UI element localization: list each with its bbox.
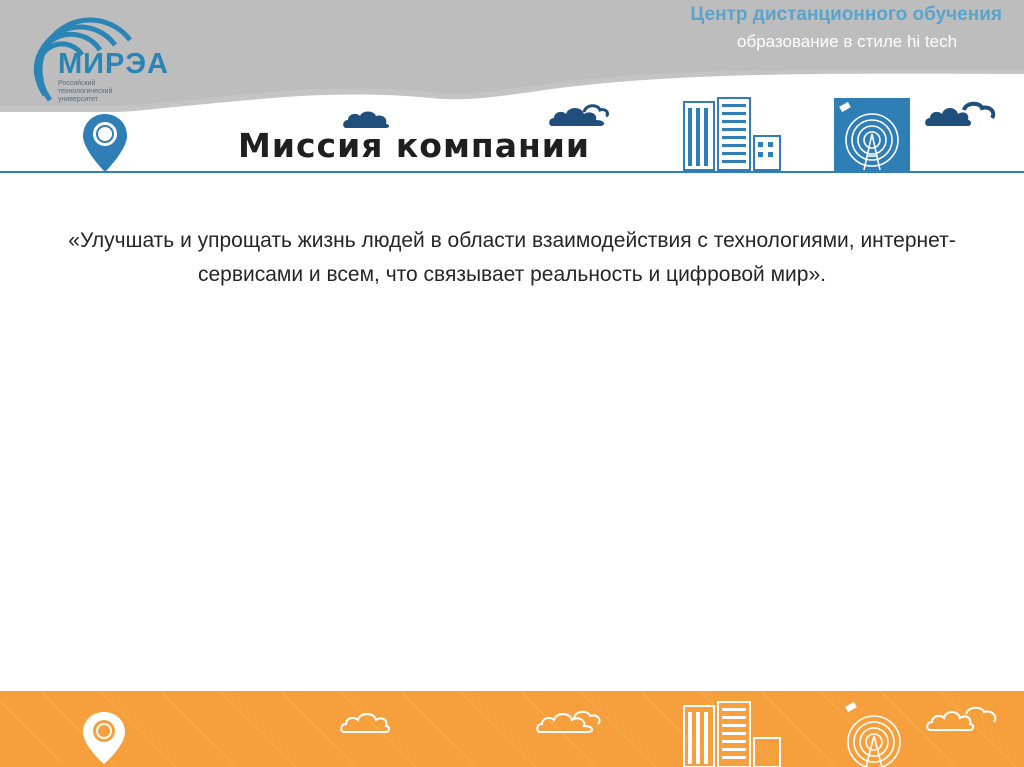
logo [0,0,175,110]
buildings-icon [680,700,784,767]
header-divider [0,171,1024,173]
cloud-icon [548,102,612,128]
cloud-icon [536,706,606,734]
logo-name: МИРЭА [58,48,169,80]
radio-tower-icon [836,700,912,767]
buildings-icon [680,96,784,172]
logo-subtitle: Российский технологический университет [58,80,113,103]
cloud-icon [924,100,998,128]
location-pin-icon [80,112,130,174]
radio-tower-icon [834,98,910,172]
slide-title: Миссия компании [238,126,591,165]
center-title: Центр дистанционного обучения [690,4,1002,25]
mission-text: «Улучшать и упрощать жизнь людей в области взаимодействия с технологиями, интернет-сервисами и всем, что связывает реальность и цифровой мир». [68,229,956,286]
cloud-icon [340,710,394,734]
location-pin-icon [80,710,128,766]
center-subtitle: образование в стиле hi tech [737,32,958,51]
cloud-icon [926,704,1000,732]
